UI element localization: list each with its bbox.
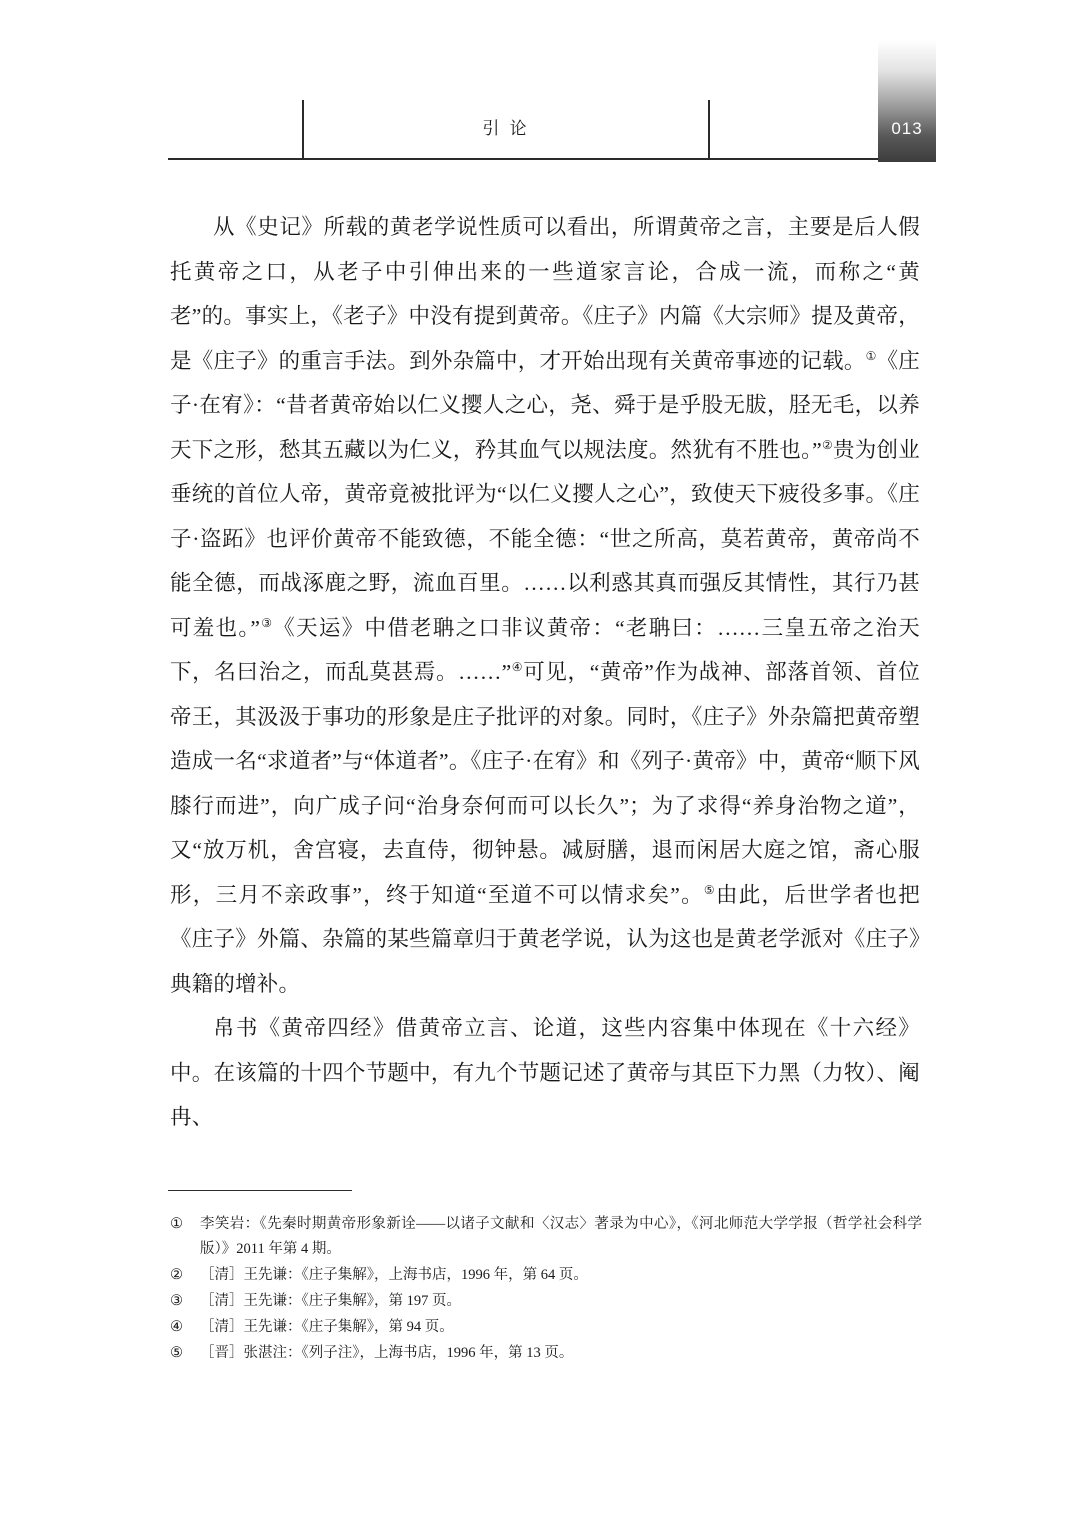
footnote-marker: ④ [170,1319,183,1335]
running-title: 引 论 [482,119,530,138]
footnote-marker: ① [170,1216,183,1232]
footnote-text: ［清］王先谦：《庄子集解》，第 197 页。 [200,1293,461,1309]
footnote-item [170,1212,922,1262]
footnote-text: ［清］王先谦：《庄子集解》，第 94 页。 [200,1319,454,1335]
footnote-marker: ③ [170,1293,183,1309]
page-number: 013 [891,119,923,138]
footnote-ref-2[interactable]: ② [821,437,833,452]
footnote-marker: ② [170,1267,183,1283]
footnote-item [170,1289,922,1314]
paragraph-1 [170,205,920,1006]
footnote-list [170,1212,922,1367]
paragraph-1-segment-4: 《天运》中借老聃之口非议黄帝：“老聃曰：……三皇五帝之治天下，名曰治之，而乱莫甚焉。……” [170,615,920,684]
header-rule [168,158,936,160]
footnote-item [170,1315,922,1340]
footnote-item [170,1263,922,1288]
paragraph-1-segment-6: 由此，后世学者也把《庄子》外篇、杂篇的某些篇章归于黄老学说，认为这也是黄老学派对《庄子》典籍的增补。 [170,882,920,996]
footnote-separator [168,1190,352,1191]
paragraph-1-segment-1: 从《史记》所载的黄老学说性质可以看出，所谓黄帝之言，主要是后人假托黄帝之口，从老子中引伸出来的一些道家言论，合成一流，而称之“黄老”的。事实上，《老子》中没有提到黄帝。《庄子》内篇《大宗师》提及黄帝，是《庄子》的重言手法。到外杂篇中，才开始出现有关黄帝事迹的记载。 [170,215,920,373]
paragraph-2: 帛书《黄帝四经》借黄帝立言、论道，这些内容集中体现在《十六经》中。在该篇的十四个节题中，有九个节题记述了黄帝与其臣下力黑（力牧）、阉冉、 [170,1016,920,1129]
footnote-item [170,1341,922,1366]
page-header [168,100,936,162]
footnote-text: 李笑岩：《先秦时期黄帝形象新诠——以诸子文献和〈汉志〉著录为中心》，《河北师范大学学报（哲学社会科学版）》2011 年第 4 期。 [200,1216,922,1257]
footnote-ref-1[interactable]: ① [865,348,877,363]
footnote-marker: ⑤ [170,1345,183,1361]
paragraph-1-segment-2: 《庄子·在宥》：“昔者黄帝始以仁义撄人之心，尧、舜于是乎股无胈，胫无毛，以养天下之形，愁其五藏以为仁义，矜其血气以规法度。然犹有不胜也。” [170,348,920,462]
body-text-column [170,205,920,1140]
paragraph-1-segment-3: 贵为创业垂统的首位人帝，黄帝竟被批评为“以仁义撄人之心”，致使天下疲役多事。《庄子·盗跖》也评价黄帝不能致德，不能全德：“世之所高，莫若黄帝，黄帝尚不能全德，而战涿鹿之野，流血百里。……以利惑其真而强反其情性，其行乃甚可羞也。” [170,437,920,640]
footnote-text: ［晋］张湛注：《列子注》，上海书店，1996 年，第 13 页。 [200,1345,574,1361]
footnote-ref-3[interactable]: ③ [260,615,274,630]
paragraph-1-segment-5: 可见，“黄帝”作为战神、部落首领、首位帝王，其汲汲于事功的形象是庄子批评的对象。同时，《庄子》外杂篇把黄帝塑造成一名“求道者”与“体道者”。《庄子·在宥》和《列子·黄帝》中，黄帝“顺下风膝行而进”，向广成子问“治身奈何而可以长久”；为了求得“养身治物之道”，又“放万机，舍宫寝，去直侍，彻钟悬。减厨膳，退而闲居大庭之馆，斋心服形，三月不亲政事”，终于知道“至道不可以情求矣”。 [170,660,920,907]
footnote-ref-5[interactable]: ⑤ [703,882,716,897]
footnote-ref-4[interactable]: ④ [511,659,524,674]
footnote-text: ［清］王先谦：《庄子集解》，上海书店，1996 年，第 64 页。 [200,1267,588,1283]
